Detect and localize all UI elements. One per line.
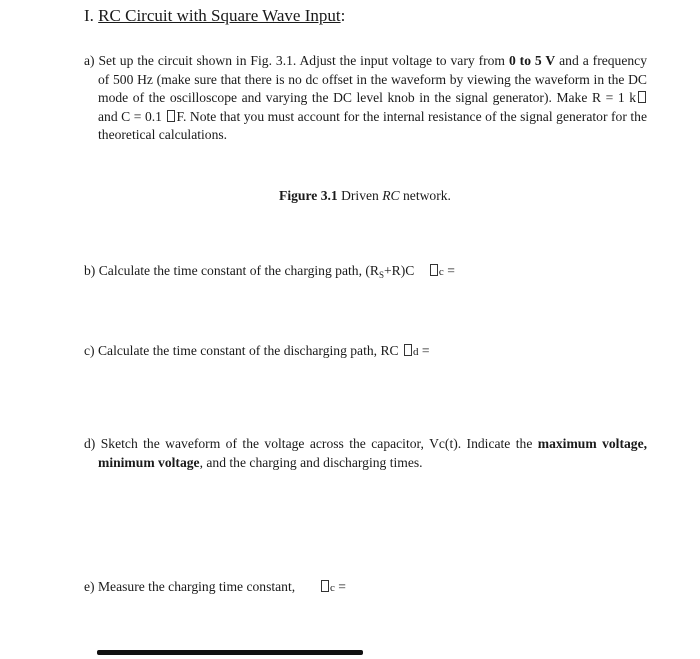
heading-suffix: : (340, 6, 346, 25)
part-a-text-2: and a frequency of 500 Hz (make sure that there is no dc offset in the waveform by viewing the waveform in the DC mode of the oscilloscope and varying the DC level knob in the signal generator). Make R = 1 k (98, 53, 648, 106)
part-e-tau-sub: c (329, 582, 335, 594)
figure-caption (0, 188, 700, 204)
missing-glyph-box (167, 110, 175, 122)
missing-glyph-box (638, 91, 646, 103)
part-b-equals: = (443, 263, 455, 278)
part-d-text-2: , and the charging and discharging times. (199, 454, 423, 470)
part-a-label: a) (84, 53, 95, 68)
tau-glyph-box (404, 344, 412, 356)
figure-caption-em: RC (382, 188, 400, 203)
heading-title: RC Circuit with Square Wave Input (98, 6, 341, 25)
tau-glyph-box (321, 580, 329, 592)
part-c-tau-sub: d (413, 346, 419, 358)
part-b-paragraph (84, 262, 455, 285)
part-a-text-4: F. Note that you must account for the internal resistance of the signal generator for the theoretical calculations. (98, 108, 647, 143)
part-c-label: c) (84, 343, 95, 358)
part-e-equals: = (334, 579, 346, 594)
figure-caption-post: network. (399, 188, 451, 203)
part-a-voltage-range: 0 to 5 V (508, 53, 556, 68)
part-c-text: Calculate the time constant of the discharging path, RC (97, 343, 402, 358)
bottom-scroll-bar (97, 650, 363, 655)
part-c-paragraph (84, 342, 430, 362)
part-e-text: Measure the charging time constant, (97, 579, 296, 594)
part-e-paragraph (84, 578, 346, 598)
part-d-text-1: Sketch the waveform of the voltage across the capacitor, Vc(t). Indicate the (100, 436, 538, 451)
heading-prefix: I. (84, 6, 99, 25)
part-a-text-1: Set up the circuit shown in Fig. 3.1. Adjust the input voltage to vary from (98, 53, 509, 68)
part-e-label: e) (84, 579, 95, 594)
part-c-equals: = (418, 343, 430, 358)
part-b-label: b) (84, 263, 96, 278)
tau-glyph-box (430, 264, 438, 276)
figure-label: Figure 3.1 (279, 188, 338, 203)
figure-caption-pre: Driven (337, 188, 383, 203)
part-b-text-2: +R)C (383, 263, 415, 278)
part-d-label: d) (84, 436, 96, 451)
part-d-bold: maximum voltage, minimum voltage (98, 436, 647, 470)
section-heading (84, 6, 345, 26)
part-b-tau-sub: c (438, 266, 444, 278)
part-b-text: Calculate the time constant of the charging path, (R (98, 263, 379, 278)
part-a-paragraph (84, 52, 647, 145)
part-b-subscript: S (378, 270, 384, 280)
part-a-text-3: and C = 0.1 (98, 108, 166, 124)
part-d-paragraph (84, 435, 647, 472)
